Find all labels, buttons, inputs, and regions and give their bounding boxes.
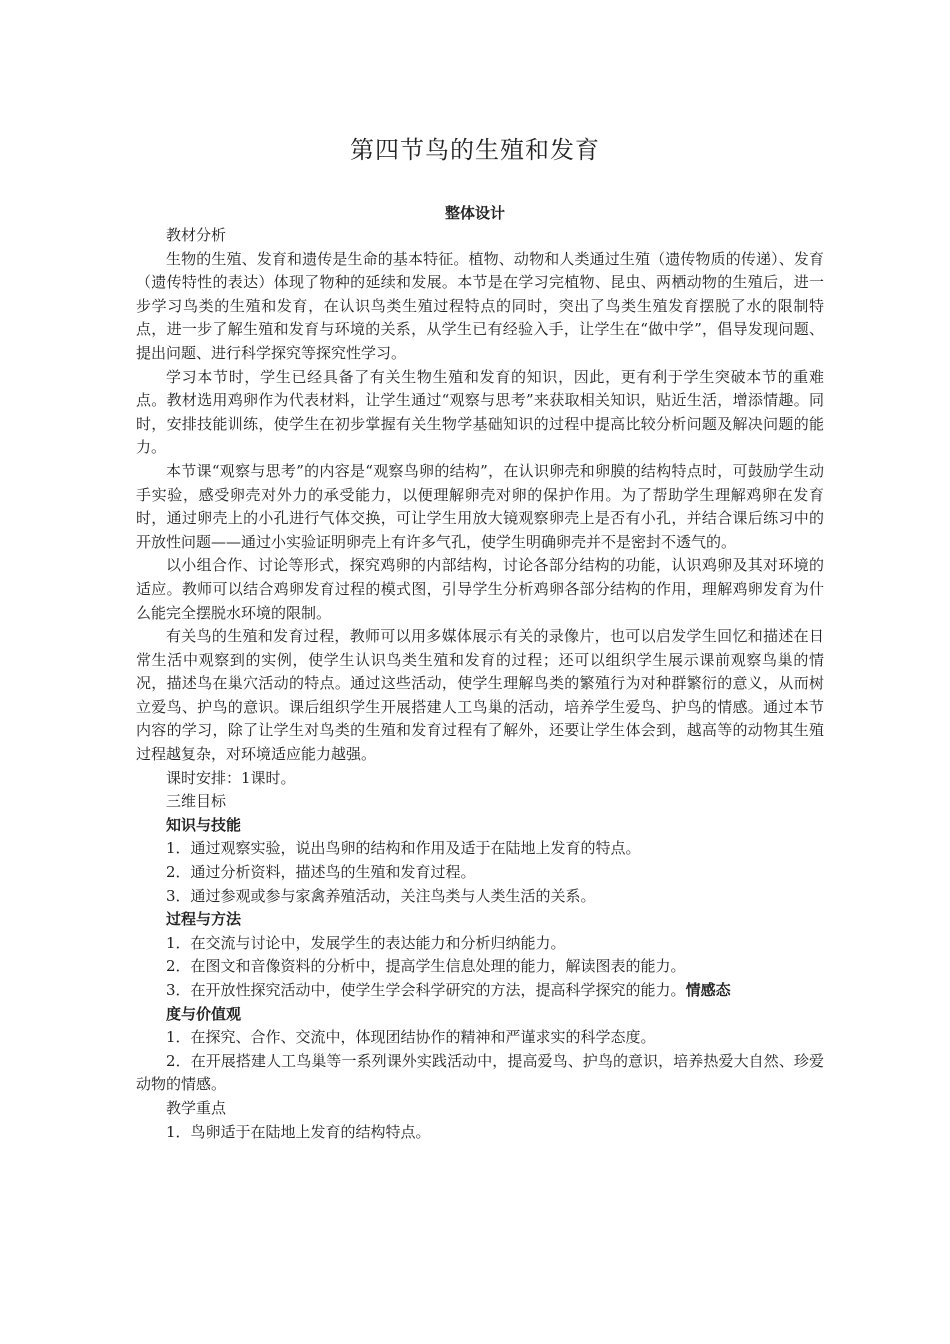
list-item: 3．通过参观或参与家禽养殖活动，关注鸟类与人类生活的关系。 — [166, 886, 596, 905]
paragraph: 有关鸟的生殖和发育过程，教师可以用多媒体展示有关的录像片，也可以启发学生回忆和描述在日常生活中观察到的实例，使学生认识鸟类生殖和发育的过程；还可以组织学生展示课前观察鸟巢的情况，描述鸟在巢穴活动的特点。通过这些活动，使学生理解鸟类的繁殖行为对种群繁衍的意义，从而树立爱鸟、护鸟的意识。课后组织学生开展搭建人工鸟巢的活动，培养学生爱鸟、护鸟的情感。通过本节内容的学习，除了让学生对鸟类的生殖和发育过程有了解外，还要让学生体会到，越高等的动物其生殖过程越复杂，对环境适应能力越强。 — [136, 627, 824, 764]
list-item: 2．在图文和音像资料的分析中，提高学生信息处理的能力，解读图表的能力。 — [166, 957, 686, 976]
list-item: 1．在探究、合作、交流中，体现团结协作的精神和严谨求实的科学态度。 — [166, 1028, 656, 1047]
schedule-line: 课时安排：1课时。 — [166, 768, 296, 787]
paragraph: 生物的生殖、发育和遗传是生命的基本特征。植物、动物和人类通过生殖（遗传物质的传递）、发育（遗传特性的表达）体现了物种的延续和发展。本节是在学习完植物、昆虫、两栖动物的生殖后，进一步学习鸟类的生殖和发育，在认识鸟类生殖过程特点的同时，突出了鸟类生殖发育摆脱了水的限制特点，进一步了解生殖和发育与环境的关系，从学生已有经验入手，让学生在“做中学”，倡导发现问题、提出问题、进行科学探究等探究性学习。 — [136, 249, 824, 362]
objectives-heading: 三维目标 — [166, 792, 227, 811]
key-points-heading: 教学重点 — [166, 1098, 227, 1117]
section-subtitle: 整体设计 — [444, 204, 505, 222]
emotion-heading-part1: 情感态 — [685, 981, 731, 999]
document-title: 第四节鸟的生殖和发育 — [350, 136, 600, 164]
list-item: 1．在交流与讨论中，发展学生的表达能力和分析归纳能力。 — [166, 933, 566, 952]
list-item-with-heading — [136, 979, 824, 1003]
list-item: 2．通过分析资料，描述鸟的生殖和发育过程。 — [166, 863, 476, 882]
process-heading: 过程与方法 — [166, 910, 242, 929]
list-item: 2．在开展搭建人工鸟巢等一系列课外实践活动中，提高爱鸟、护鸟的意识，培养热爱大自然、珍爱动物的情感。 — [136, 1051, 824, 1094]
list-item-text: 3．在开放性探究活动中，使学生学会科学研究的方法，提高科学探究的能力。 — [166, 981, 686, 999]
document-body — [136, 224, 824, 1144]
paragraph: 本节课“观察与思考”的内容是“观察鸟卵的结构”，在认识卵壳和卵膜的结构特点时，可鼓励学生动手实验，感受卵壳对外力的承受能力，以便理解卵壳对卵的保护作用。为了帮助学生理解鸡卵在发育时，通过卵壳上的小孔进行气体交换，可让学生用放大镜观察卵壳上是否有小孔，并结合课后练习中的开放性问题——通过小实验证明卵壳上有许多气孔，使学生明确卵壳并不是密封不透气的。 — [136, 461, 824, 551]
emotion-heading-part2: 度与价值观 — [166, 1004, 242, 1023]
paragraph: 学习本节时，学生已经具备了有关生物生殖和发育的知识，因此，更有利于学生突破本节的重难点。教材选用鸡卵作为代表材料，让学生通过“观察与思考”来获取相关知识，贴近生活，增添情趣。同时，安排技能训练，使学生在初步掌握有关生物学基础知识的过程中提高比较分析问题及解决问题的能力。 — [136, 367, 824, 457]
knowledge-heading: 知识与技能 — [166, 815, 242, 834]
list-item: 1．通过观察实验，说出鸟卵的结构和作用及适于在陆地上发育的特点。 — [166, 839, 641, 858]
paragraph: 以小组合作、讨论等形式，探究鸡卵的内部结构，讨论各部分结构的功能，认识鸡卵及其对环境的适应。教师可以结合鸡卵发育过程的模式图，引导学生分析鸡卵各部分结构的作用，理解鸡卵发育为什么能完全摆脱水环境的限制。 — [136, 556, 824, 622]
material-analysis-heading: 教材分析 — [166, 226, 227, 244]
list-item: 1．鸟卵适于在陆地上发育的结构特点。 — [166, 1122, 431, 1141]
